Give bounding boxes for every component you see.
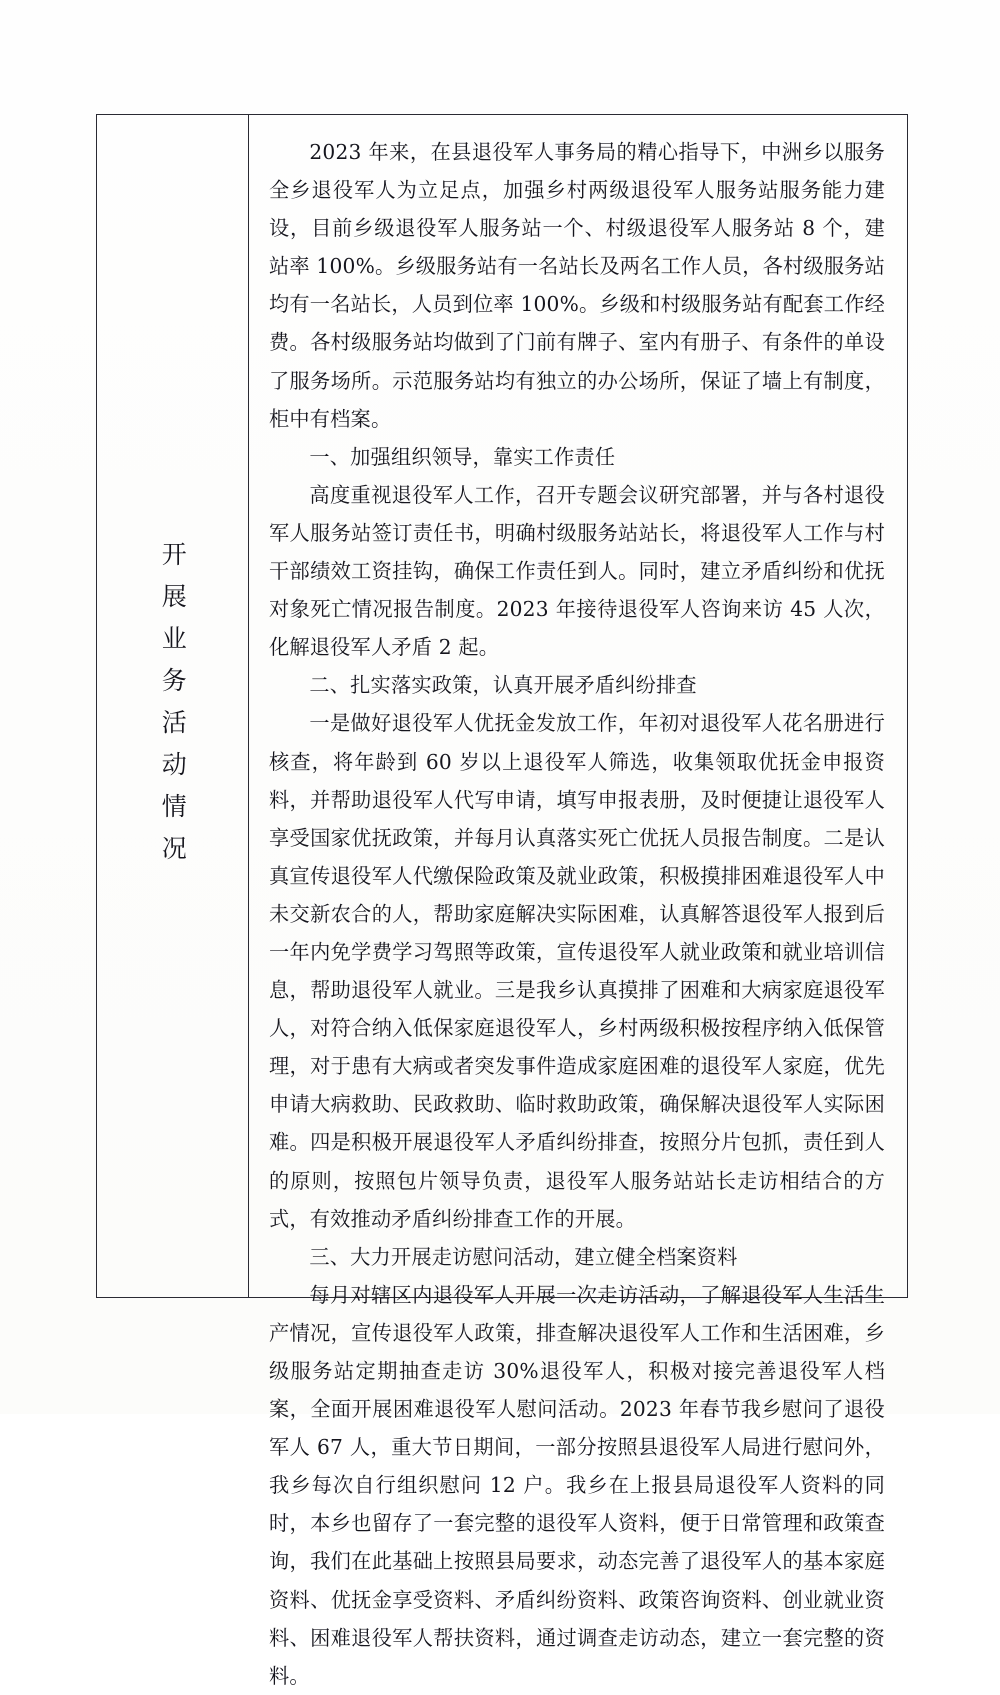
- row-label-text: 开展业务活动情况: [158, 541, 188, 877]
- paragraph-section-3: 每月对辖区内退役军人开展一次走访活动，了解退役军人生活生产情况，宣传退役军人政策，排查解决退役军人工作和生活困难，乡级服务站定期抽查走访 30%退役军人，积极对接完善退役军人档案，全面开展困难退役军人慰问活动。2023 年春节我乡慰问了退役军人 67 人，重大节日期间，一部分按照县退役军人局进行慰问外，我乡每次自行组织慰问 12 户。我乡在上报县局退役军人资料的同时，本乡也留存了一套完整的退役军人资料，便于日常管理和政策查询，我们在此基础上按照县局要求，动态完善了退役军人的基本家庭资料、优抚金享受资料、矛盾纠纷资料、政策咨询资料、创业就业资料、困难退役军人帮扶资料，通过调查走访动态，建立一套完整的资料。: [269, 1282, 885, 1688]
- paragraph-heading-2: 二、扎实落实政策，认真开展矛盾纠纷排查: [309, 673, 697, 698]
- paragraph-section-2: 一是做好退役军人优抚金发放工作，年初对退役军人花名册进行核查，将年龄到 60 岁以上退役军人筛选，收集领取优抚金申报资料，并帮助退役军人代写申请，填写申报表册，及时便捷让退役军人享受国家优抚政策，并每月认真落实死亡优抚人员报告制度。二是认真宣传退役军人代缴保险政策及就业政策，积极摸排困难退役军人中未交新农合的人，帮助家庭解决实际困难，认真解答退役军人报到后一年内免学费学习驾照等政策，宣传退役军人就业政策和就业培训信息，帮助退役军人就业。三是我乡认真摸排了困难和大病家庭退役军人，对符合纳入低保家庭退役军人，乡村两级积极按程序纳入低保管理，对于患有大病或者突发事件造成家庭困难的退役军人家庭，优先申请大病救助、民政救助、临时救助政策，确保解决退役军人实际困难。四是积极开展退役军人矛盾纠纷排查，按照分片包抓，责任到人的原则，按照包片领导负责，退役军人服务站站长走访相结合的方式，有效推动矛盾纠纷排查工作的开展。: [269, 711, 885, 1231]
- paragraph-heading-1: 一、加强组织领导，靠实工作责任: [309, 444, 616, 469]
- row-label-cell: [97, 115, 249, 1297]
- row-body-cell: [249, 115, 907, 1688]
- paragraph-intro: 2023 年来，在县退役军人事务局的精心指导下，中洲乡以服务全乡退役军人为立足点，加强乡村两级退役军人服务站服务能力建设，目前乡级退役军人服务站一个、村级退役军人服务站 8 个，建站率 100%。乡级服务站有一名站长及两名工作人员，各村级服务站均有一名站长，人员到位率 100%。乡级和村级服务站有配套工作经费。各村级服务站均做到了门前有牌子、室内有册子、有条件的单设了服务场所。示范服务站均有独立的办公场所，保证了墙上有制度，柜中有档案。: [269, 140, 885, 431]
- paragraph-section-1: 高度重视退役军人工作，召开专题会议研究部署，并与各村退役军人服务站签订责任书，明确村级服务站站长，将退役军人工作与村干部绩效工资挂钩，确保工作责任到人。同时，建立矛盾纠纷和优抚对象死亡情况报告制度。2023 年接待退役军人咨询来访 45 人次，化解退役军人矛盾 2 起。: [269, 482, 885, 660]
- paragraph-heading-3: 三、大力开展走访慰问活动，建立健全档案资料: [309, 1244, 738, 1269]
- content-table: [96, 114, 908, 1688]
